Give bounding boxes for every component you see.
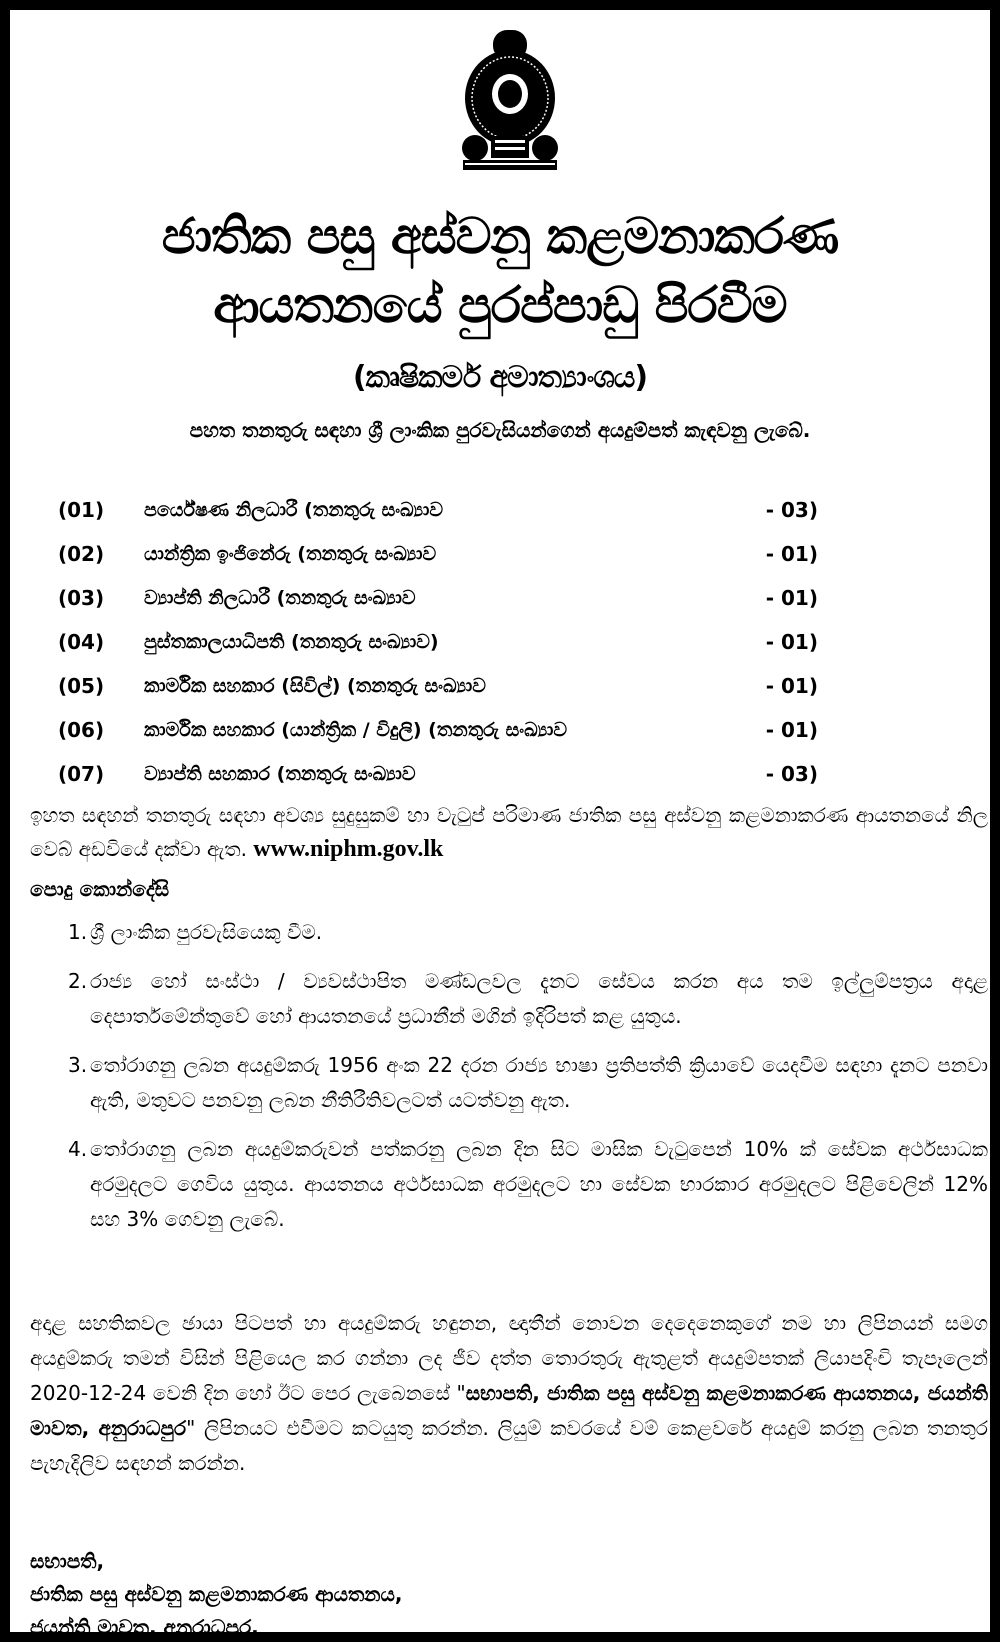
vacancy-number: (07) — [58, 762, 105, 786]
national-emblem-icon — [455, 28, 565, 173]
vacancy-item — [58, 488, 818, 532]
condition-number: 2. — [68, 969, 88, 993]
ministry-name: (කෘෂිකර්ම අමාත්‍යාංශය) — [352, 360, 648, 395]
vacancy-item — [58, 752, 818, 796]
conditions-list — [68, 915, 988, 1251]
condition-number: 1. — [68, 920, 88, 944]
vacancy-number: (03) — [58, 586, 105, 610]
condition-item — [68, 915, 988, 950]
vacancy-item — [58, 576, 818, 620]
vacancy-number: (04) — [58, 630, 105, 654]
vacancy-count: - 03) — [765, 498, 818, 522]
signature-line-1: සභාපති, — [30, 1549, 105, 1573]
signature-line-2: ජාතික පසු අස්වනු කළමනාකරණ ආයතනය, — [30, 1582, 403, 1606]
vacancy-title: පර්යේෂණ නිලධාරී (තනතුරු සංඛ්‍යාව — [144, 499, 443, 521]
vacancy-number: (06) — [58, 718, 105, 742]
apply-text-before: අදාළ සහතිකවල ඡායා පිටපත් හා අයදුම්කරු හඳුනන, ඥාතීන් නොවන දෙදෙනෙකුගේ නම හා ලිපිනයන් සමග අයදුම්කරු තමන් විසින් පිළියෙල කර ගන්නා ලද ජීව දත්ත තොරතුරු ඇතුළත් අයදුම්පතක් ලියාපදිංචි තැපෑලෙන් 2020-12-24 වෙනි දින හෝ ඊට පෙර ලැබෙනසේ " — [30, 1311, 988, 1405]
vacancy-number: (02) — [58, 542, 105, 566]
vacancy-title: ව්‍යාප්ති නිලධාරී (තනතුරු සංඛ්‍යාව — [144, 587, 416, 609]
vacancy-item — [58, 664, 818, 708]
title-line-1: ජාතික පසු අස්වනු කළමනාකරණ — [161, 207, 839, 265]
condition-text: ශ්‍රී ලාංකික පුරවැසියෙකු වීම. — [90, 920, 323, 944]
condition-number: 4. — [68, 1137, 88, 1161]
vacancy-title: කාර්මික සහකාර (යාන්ත්‍රික / විදුලි) (තනතුරු සංඛ්‍යාව — [144, 719, 568, 741]
condition-text: තෝරාගනු ලබන අයදුම්කරුවන් පත්කරනු ලබන දින සිට මාසික වැටුපෙන් 10% ක් සේවක අර්ථසාධක අරමුදලට ගෙවිය යුතුය. ආයතනය අර්ථසාධක අරමුදලට හා සේවක භාරකාර අරමුදලට පිළිවෙලින් 12% සහ 3% ගෙවනු ලැබේ. — [90, 1137, 988, 1231]
vacancy-title: යාන්ත්‍රික ඉංජිනේරු (තනතුරු සංඛ්‍යාව — [144, 543, 437, 565]
vacancy-title: ව්‍යාප්ති සහකාර (තනතුරු සංඛ්‍යාව — [144, 763, 416, 785]
vacancy-title: කාර්මික සහකාර (සිවිල්) (තනතුරු සංඛ්‍යාව — [144, 675, 486, 697]
lead-sentence: පහත තනතුරු සඳහා ශ්‍රී ලාංකික පුරවැසියන්ගෙන් අයදුම්පත් කැඳවනු ලැබේ. — [189, 418, 811, 442]
apply-text-after: " ලිපිනයට එවීමට කටයුතු කරන්න. ලියුම් කවරයේ වම් කෙළවරේ අයදුම් කරනු ලබන තනතුර පැහැදිලිව සඳහන් කරන්න. — [30, 1416, 988, 1475]
requirements-paragraph — [30, 798, 988, 866]
vacancy-count: - 01) — [765, 586, 818, 610]
vacancy-number: (05) — [58, 674, 105, 698]
vacancy-title: පුස්තකාලයාධිපති (තනතුරු සංඛ්‍යාව) — [144, 631, 439, 653]
condition-number: 3. — [68, 1053, 88, 1077]
vacancy-count: - 01) — [765, 630, 818, 654]
vacancy-item — [58, 620, 818, 664]
vacancy-count: - 01) — [765, 718, 818, 742]
signature-block — [30, 1545, 402, 1644]
website-link[interactable]: www.niphm.gov.lk — [253, 836, 444, 862]
apply-address: සභාපති, ජාතික පසු අස්වනු කළමනාකරණ ආයතනය, ජයන්ති මාවත, අනුරාධපුර — [30, 1381, 988, 1440]
condition-item — [68, 964, 988, 1034]
requirements-text: ඉහත සඳහන් තනතුරු සඳහා අවශ්‍ය සුදුසුකම් හා වැටුප් පරිමාණ ජාතික පසු අස්වනු කළමනාකරණ ආයතනයේ නිල වෙබ් අඩවියේ දක්වා ඇත. — [30, 803, 988, 861]
conditions-heading: පොදු කොන්දේසි — [30, 877, 170, 901]
condition-text: රාජ්‍ය හෝ සංස්ථා / ව්‍යවස්ථාපිත මණ්ඩලවල දැනට සේවය කරන අය තම ඉල්ලුම්පත්‍රය අදාළ දෙපාර්තමේන්තුවේ හෝ ආයතනයේ ප්‍රධානීන් මගින් ඉදිරිපත් කළ යුතුය. — [90, 969, 988, 1028]
vacancy-count: - 01) — [765, 674, 818, 698]
vacancy-item — [58, 708, 818, 752]
vacancy-list — [58, 488, 818, 796]
vacancy-count: - 03) — [765, 762, 818, 786]
condition-item — [68, 1132, 988, 1237]
condition-text: තෝරාගනු ලබන අයදුම්කරු 1956 අංක 22 දරන රාජ්‍ය භාෂා ප්‍රතිපත්ති ක්‍රියාවේ යෙදවීම සඳහා දැනට පනවා ඇති, මතුවට පනවනු ලබන නීතිරීතිවලටත් යටත්වනු ඇත. — [90, 1053, 988, 1112]
title-line-2: ආයතනයේ පුරප්පාඩු පිරවීම — [213, 276, 787, 334]
vacancy-item — [58, 532, 818, 576]
vacancy-count: - 01) — [765, 542, 818, 566]
application-instructions — [30, 1306, 988, 1481]
vacancy-number: (01) — [58, 498, 105, 522]
signature-line-3: ජයන්ති මාවත, අනුරාධපුර. — [30, 1615, 259, 1639]
condition-item — [68, 1048, 988, 1118]
